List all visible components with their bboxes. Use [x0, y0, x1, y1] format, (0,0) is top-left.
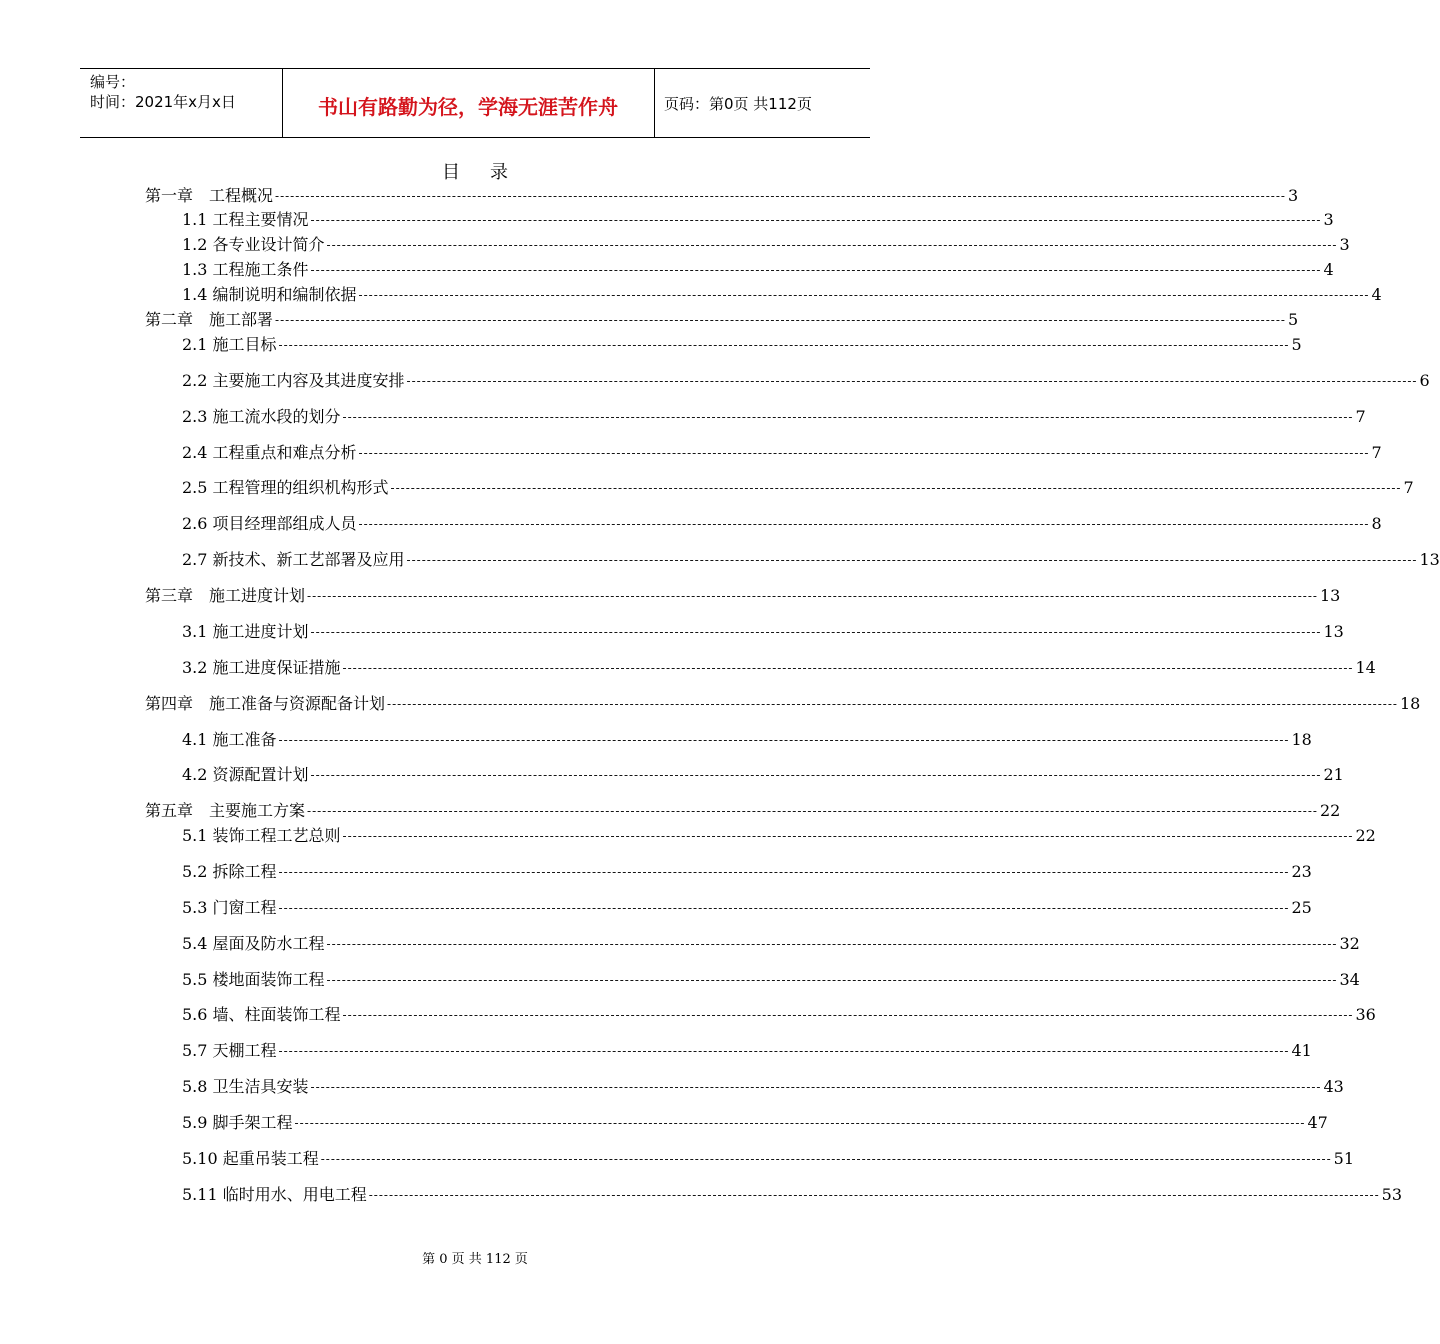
document-time-label: 时间：2021年x月x日	[90, 93, 236, 111]
toc-leader-dashes: --------------------------------------------------------------------------------------------------------------------------------------------------------------------------------------------------------	[326, 973, 1338, 987]
toc-leader-dashes: --------------------------------------------------------------------------------------------------------------------------------------------------------------------------------------------------------	[342, 829, 1354, 843]
header-page-cell	[654, 69, 870, 137]
toc-entry-label: 第四章 施工准备与资源配备计划	[145, 694, 386, 713]
toc-entry[interactable]	[145, 308, 1299, 332]
toc-leader-dashes: --------------------------------------------------------------------------------------------------------------------------------------------------------------------------------------------------------	[390, 481, 1402, 495]
toc-entry[interactable]	[182, 369, 1430, 393]
toc-entry[interactable]	[182, 548, 1440, 572]
toc-entry[interactable]	[182, 1003, 1376, 1027]
toc-entry-page: 13	[1319, 586, 1341, 605]
toc-entry-page: 51	[1333, 1149, 1355, 1168]
toc-leader-dashes: --------------------------------------------------------------------------------------------------------------------------------------------------------------------------------------------------------	[278, 865, 1290, 879]
toc-entry-label: 2.1 施工目标	[182, 335, 277, 354]
toc-entry-page: 22	[1319, 801, 1341, 820]
toc-entry-label: 第五章 主要施工方案	[145, 801, 306, 820]
toc-entry-label: 2.4 工程重点和难点分析	[182, 443, 357, 462]
toc-entry-label: 第三章 施工进度计划	[145, 586, 306, 605]
toc-entry-page: 13	[1419, 550, 1440, 569]
toc-entry[interactable]	[182, 476, 1414, 500]
toc-entry-page: 3	[1287, 186, 1299, 205]
toc-entry-page: 53	[1381, 1185, 1403, 1204]
header-motto: 书山有路勤为径，学海无涯苦作舟	[318, 95, 618, 119]
toc-leader-dashes: --------------------------------------------------------------------------------------------------------------------------------------------------------------------------------------------------------	[342, 1008, 1354, 1022]
toc-entry-label: 2.3 施工流水段的划分	[182, 407, 341, 426]
toc-leader-dashes: --------------------------------------------------------------------------------------------------------------------------------------------------------------------------------------------------------	[326, 937, 1338, 951]
toc-entry-label: 2.2 主要施工内容及其进度安排	[182, 371, 405, 390]
toc-entry-page: 5	[1287, 310, 1299, 329]
toc-entry-page: 34	[1339, 970, 1360, 989]
toc-leader-dashes: --------------------------------------------------------------------------------------------------------------------------------------------------------------------------------------------------------	[387, 697, 1398, 711]
toc-entry[interactable]	[145, 799, 1341, 823]
toc-entry[interactable]	[182, 824, 1376, 848]
toc-entry-label: 5.5 楼地面装饰工程	[182, 970, 325, 989]
toc-entry[interactable]	[182, 1075, 1344, 1099]
toc-leader-dashes: --------------------------------------------------------------------------------------------------------------------------------------------------------------------------------------------------------	[358, 288, 1370, 302]
toc-leader-dashes: --------------------------------------------------------------------------------------------------------------------------------------------------------------------------------------------------------	[406, 553, 1418, 567]
toc-entry-label: 5.10 起重吊装工程	[182, 1149, 319, 1168]
toc-leader-dashes: --------------------------------------------------------------------------------------------------------------------------------------------------------------------------------------------------------	[406, 374, 1418, 388]
toc-entry-label: 5.4 屋面及防水工程	[182, 934, 325, 953]
toc-leader-dashes: --------------------------------------------------------------------------------------------------------------------------------------------------------------------------------------------------------	[278, 901, 1290, 915]
toc-leader-dashes: --------------------------------------------------------------------------------------------------------------------------------------------------------------------------------------------------------	[278, 1044, 1290, 1058]
toc-title: 目录	[442, 162, 538, 183]
toc-entry-page: 43	[1323, 1077, 1344, 1096]
toc-entry-page: 8	[1371, 514, 1382, 533]
toc-entry-label: 3.1 施工进度计划	[182, 622, 309, 641]
toc-entry[interactable]	[145, 584, 1341, 608]
toc-leader-dashes: --------------------------------------------------------------------------------------------------------------------------------------------------------------------------------------------------------	[310, 625, 1322, 639]
toc-entry[interactable]	[182, 728, 1312, 752]
toc-entry[interactable]	[182, 1183, 1403, 1207]
toc-entry[interactable]	[182, 896, 1312, 920]
toc-entry-page: 3	[1323, 210, 1334, 229]
toc-entry-page: 7	[1371, 443, 1382, 462]
toc-entry-page: 18	[1399, 694, 1421, 713]
toc-entry[interactable]	[145, 184, 1299, 208]
toc-entry-page: 4	[1323, 260, 1334, 279]
document-number-label: 编号：	[90, 73, 136, 91]
toc-entry-page: 18	[1291, 730, 1312, 749]
toc-leader-dashes: --------------------------------------------------------------------------------------------------------------------------------------------------------------------------------------------------------	[358, 446, 1370, 460]
toc-entry[interactable]	[182, 208, 1334, 232]
toc-entry-label: 5.3 门窗工程	[182, 898, 277, 917]
toc-entry-label: 第二章 施工部署	[145, 310, 274, 329]
toc-leader-dashes: --------------------------------------------------------------------------------------------------------------------------------------------------------------------------------------------------------	[368, 1188, 1380, 1202]
toc-entry-label: 4.2 资源配置计划	[182, 765, 309, 784]
toc-entry[interactable]	[182, 656, 1376, 680]
toc-entry-page: 13	[1323, 622, 1344, 641]
toc-entry-page: 5	[1291, 335, 1302, 354]
toc-entry-page: 23	[1291, 862, 1312, 881]
toc-entry-page: 7	[1403, 478, 1414, 497]
toc-entry[interactable]	[182, 333, 1302, 357]
header-motto-cell	[282, 69, 655, 137]
toc-leader-dashes: --------------------------------------------------------------------------------------------------------------------------------------------------------------------------------------------------------	[278, 733, 1290, 747]
toc-leader-dashes: --------------------------------------------------------------------------------------------------------------------------------------------------------------------------------------------------------	[342, 661, 1354, 675]
toc-entry[interactable]	[182, 620, 1344, 644]
toc-entry[interactable]	[182, 763, 1344, 787]
toc-entry-label: 1.2 各专业设计简介	[182, 235, 325, 254]
page-header	[80, 68, 870, 138]
toc-leader-dashes: --------------------------------------------------------------------------------------------------------------------------------------------------------------------------------------------------------	[342, 410, 1354, 424]
toc-leader-dashes: --------------------------------------------------------------------------------------------------------------------------------------------------------------------------------------------------------	[307, 804, 1318, 818]
toc-entry-label: 5.8 卫生洁具安装	[182, 1077, 309, 1096]
toc-leader-dashes: --------------------------------------------------------------------------------------------------------------------------------------------------------------------------------------------------------	[275, 189, 1286, 203]
header-info-cell	[80, 69, 283, 137]
toc-entry-label: 5.2 拆除工程	[182, 862, 277, 881]
toc-entry[interactable]	[182, 1039, 1312, 1063]
toc-leader-dashes: --------------------------------------------------------------------------------------------------------------------------------------------------------------------------------------------------------	[310, 768, 1322, 782]
toc-entry-label: 2.5 工程管理的组织机构形式	[182, 478, 389, 497]
toc-entry[interactable]	[182, 258, 1334, 282]
toc-entry-page: 47	[1307, 1113, 1328, 1132]
toc-leader-dashes: --------------------------------------------------------------------------------------------------------------------------------------------------------------------------------------------------------	[294, 1116, 1306, 1130]
toc-entry-page: 32	[1339, 934, 1360, 953]
toc-entry-page: 21	[1323, 765, 1344, 784]
toc-entry[interactable]	[182, 968, 1360, 992]
header-page-info: 页码：第0页 共112页	[664, 95, 812, 113]
toc-leader-dashes: --------------------------------------------------------------------------------------------------------------------------------------------------------------------------------------------------------	[310, 263, 1322, 277]
toc-entry-page: 3	[1339, 235, 1350, 254]
toc-leader-dashes: --------------------------------------------------------------------------------------------------------------------------------------------------------------------------------------------------------	[278, 338, 1290, 352]
toc-entry-label: 1.1 工程主要情况	[182, 210, 309, 229]
toc-entry[interactable]	[182, 860, 1312, 884]
toc-leader-dashes: --------------------------------------------------------------------------------------------------------------------------------------------------------------------------------------------------------	[320, 1152, 1332, 1166]
toc-entry[interactable]	[182, 441, 1382, 465]
toc-entry[interactable]	[182, 283, 1382, 307]
toc-entry-label: 3.2 施工进度保证措施	[182, 658, 341, 677]
toc-leader-dashes: --------------------------------------------------------------------------------------------------------------------------------------------------------------------------------------------------------	[358, 517, 1370, 531]
toc-entry-label: 2.7 新技术、新工艺部署及应用	[182, 550, 405, 569]
toc-leader-dashes: --------------------------------------------------------------------------------------------------------------------------------------------------------------------------------------------------------	[307, 589, 1318, 603]
toc-entry-label: 1.4 编制说明和编制依据	[182, 285, 357, 304]
toc-entry[interactable]	[182, 1111, 1328, 1135]
toc-entry-page: 41	[1291, 1041, 1312, 1060]
toc-entry-page: 22	[1355, 826, 1376, 845]
toc-entry[interactable]	[182, 405, 1366, 429]
toc-entry-label: 5.9 脚手架工程	[182, 1113, 293, 1132]
toc-leader-dashes: --------------------------------------------------------------------------------------------------------------------------------------------------------------------------------------------------------	[310, 1080, 1322, 1094]
toc-entry-label: 5.7 天棚工程	[182, 1041, 277, 1060]
toc-entry[interactable]	[182, 1147, 1355, 1171]
toc-leader-dashes: --------------------------------------------------------------------------------------------------------------------------------------------------------------------------------------------------------	[275, 313, 1286, 327]
toc-entry[interactable]	[182, 512, 1382, 536]
toc-entry[interactable]	[145, 692, 1421, 716]
toc-entry-label: 4.1 施工准备	[182, 730, 277, 749]
toc-entry-label: 2.6 项目经理部组成人员	[182, 514, 357, 533]
toc-entry-page: 4	[1371, 285, 1382, 304]
toc-entry-page: 7	[1355, 407, 1366, 426]
toc-entry[interactable]	[182, 233, 1350, 257]
page-footer: 第 0 页 共 112 页	[422, 1252, 528, 1267]
toc-leader-dashes: --------------------------------------------------------------------------------------------------------------------------------------------------------------------------------------------------------	[326, 238, 1338, 252]
toc-entry-page: 6	[1419, 371, 1430, 390]
toc-entry-page: 25	[1291, 898, 1312, 917]
toc-entry-label: 5.1 装饰工程工艺总则	[182, 826, 341, 845]
toc-leader-dashes: --------------------------------------------------------------------------------------------------------------------------------------------------------------------------------------------------------	[310, 213, 1322, 227]
toc-entry-label: 第一章 工程概况	[145, 186, 274, 205]
toc-entry-label: 1.3 工程施工条件	[182, 260, 309, 279]
toc-entry-page: 14	[1355, 658, 1376, 677]
toc-entry-label: 5.11 临时用水、用电工程	[182, 1185, 367, 1204]
toc-entry-label: 5.6 墙、柱面装饰工程	[182, 1005, 341, 1024]
toc-entry-page: 36	[1355, 1005, 1376, 1024]
toc-entry[interactable]	[182, 932, 1360, 956]
